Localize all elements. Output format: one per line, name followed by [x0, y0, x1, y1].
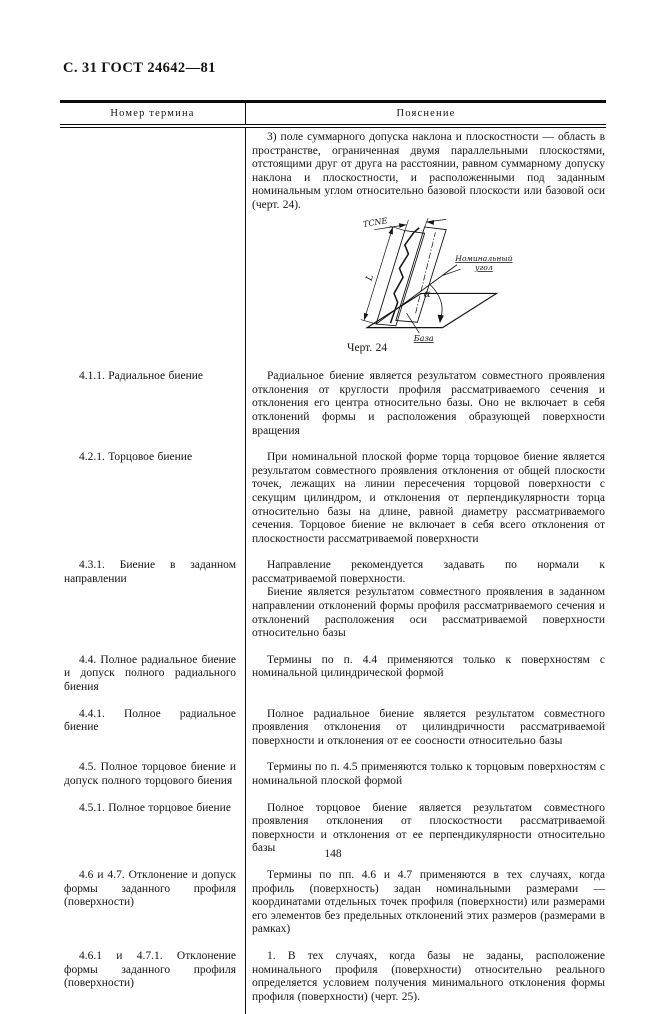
term-cell — [60, 705, 246, 759]
explanation-paragraph: 3) поле суммарного допуска наклона и плоскостности — область в пространстве, ограниченная двумя параллельными плоскостями, отстоящими друг от друга на расстоянии, равном суммарному допуску наклона и плоскостности, и расположенными под заданным номинальным углом относительно базовой плоскости или базовой оси (черт. 24). — [252, 131, 605, 211]
base-plane-outline — [367, 293, 496, 327]
table-row — [60, 651, 606, 705]
column-header-term: Номер термина — [60, 102, 246, 127]
table-row — [60, 126, 606, 367]
table-row — [60, 556, 606, 651]
page-title: С. 31 ГОСТ 24642—81 — [63, 60, 216, 76]
term-cell — [60, 126, 246, 367]
explanation-paragraph: Полное радиальное биение является результатом совместного проявления отклонения от цилиндричности рассматриваемой поверхности и отклонения от ее соосности относительно базы — [252, 707, 605, 747]
table-header-row — [60, 102, 606, 127]
term-text: 4.5.1. Полное торцовое биение — [79, 801, 231, 814]
explanation-cell — [246, 126, 607, 367]
term-cell — [60, 556, 246, 651]
term-text: 4.4.1. Полное радиальное биение — [64, 707, 236, 734]
explanation-paragraph: Термины по п. 4.4 применяются только к поверхностям с номинальной цилиндрической формой — [252, 653, 605, 680]
figure-chert-24 — [332, 214, 528, 356]
table-row — [60, 758, 606, 798]
explanation-cell — [246, 947, 607, 1014]
base-label-leader — [407, 313, 420, 333]
nominal-angle-label-line1: Номинальный — [455, 253, 513, 263]
table-row — [60, 947, 606, 1014]
term-text: 4.3.1. Биение в заданном направлении — [64, 559, 236, 585]
nominal-angle-leader — [443, 269, 461, 275]
figure-caption: Черт. 24 — [347, 341, 388, 354]
explanation-cell — [246, 556, 607, 651]
alpha-angle-arc — [430, 284, 442, 317]
explanation-cell — [246, 758, 607, 798]
table-row — [60, 367, 606, 448]
term-text: 4.4. Полное радиальное биение и допуск полного радиального биения — [64, 653, 236, 694]
term-cell — [60, 866, 246, 947]
tcne-arrowhead-left — [399, 223, 407, 228]
explanation-paragraph: Полное торцовое биение является результатом совместного проявления отклонения от плоскостности рассматриваемой поверхности и отклонения от ее перпендикулярности относительно базы — [252, 801, 605, 855]
table-row — [60, 448, 606, 556]
term-text: 4.5. Полное торцовое биение и допуск полного торцового биения — [64, 761, 236, 787]
explanation-paragraph: Термины по п. 4.5 применяются только к торцовым поверхностям с номинальной плоской формой — [252, 761, 605, 787]
terms-table — [60, 100, 606, 1014]
real-surface-wavy-line — [390, 227, 419, 322]
table-row — [60, 866, 606, 947]
term-text: 4.6 и 4.7. Отклонение и допуск формы заданного профиля (поверхности) — [64, 868, 236, 909]
alpha-arc-arrowhead — [438, 314, 444, 323]
term-cell — [60, 758, 246, 798]
term-cell — [60, 367, 246, 448]
tcne-arrowhead-right — [426, 220, 434, 225]
base-label: База — [413, 332, 434, 343]
tolerance-plane-2 — [396, 227, 446, 322]
explanation-cell — [246, 651, 607, 705]
tolerance-plane-1 — [376, 230, 425, 325]
explanation-paragraph: При номинальной плоской форме торца торцовое биение является результатом совместного проявления отклонения от общей плоскости точек, лежащих на линии пересечения торцовой поверхности с секущим цилиндром, и отклонения от перпендикулярности торца относительно базы на длине, равной диаметру рассматриваемого сечения. Торцовое биение не включает в себя всего отклонения от плоскостности рассматриваемой поверхности — [252, 451, 605, 545]
length-arrowhead-bottom — [364, 312, 368, 320]
explanation-paragraph: Биение является результатом совместного проявления в заданном направлении отклонений формы профиля рассматриваемого сечения и отклонений расположения оси рассматриваемой поверхности относительно базы — [252, 586, 605, 640]
term-text: 4.1.1. Радиальное биение — [79, 370, 203, 383]
explanation-paragraph: Направление рекомендуется задавать по нормали к рассматриваемой поверхности. — [252, 559, 605, 585]
nominal-angle-label-line2: угол — [475, 262, 493, 272]
term-cell — [60, 651, 246, 705]
tcne-label: TCNE — [362, 214, 389, 229]
term-cell — [60, 448, 246, 556]
explanation-paragraph: 1. В тех случаях, когда базы не заданы, расположение номинального профиля (поверхности) относительно реального определяется условием получения минимального отклонения формы профиля (поверхности) (черт. 25). — [252, 949, 605, 1003]
explanation-cell — [246, 866, 607, 947]
explanation-paragraph: Термины по пп. 4.6 и 4.7 применяются в тех случаях, когда профиль (поверхность) задан номинальными размерами — координатами отдельных точек профиля (поверхности) или размерами его элементов без предельных отклонений этих размеров (размерами в рамках) — [252, 868, 605, 936]
tolerance-zone-drawing — [332, 214, 528, 343]
explanation-paragraph: Радиальное биение является результатом совместного проявления отклонения от круглости профиля рассматриваемого сечения и отклонения его центра относительно базы. Оно не включает в себя отклонений формы и расположения образующей поверхности вращения — [252, 370, 605, 437]
column-header-explanation: Пояснение — [246, 102, 607, 127]
length-dimension-line — [364, 227, 393, 320]
explanation-cell — [246, 448, 607, 556]
term-text: 4.2.1. Торцовое биение — [79, 451, 193, 464]
term-cell — [60, 947, 246, 1014]
nominal-angle-line — [376, 264, 457, 323]
table-row — [60, 705, 606, 759]
explanation-cell — [246, 367, 607, 448]
page-number: 148 — [324, 848, 342, 860]
length-label: L — [364, 273, 376, 282]
explanation-cell — [246, 705, 607, 759]
term-text: 4.6.1 и 4.7.1. Отклонение формы заданного профиля (поверхности) — [64, 949, 236, 990]
alpha-label: α — [423, 288, 431, 300]
length-arrowhead-top — [389, 227, 393, 235]
length-extension-bottom — [361, 319, 376, 323]
